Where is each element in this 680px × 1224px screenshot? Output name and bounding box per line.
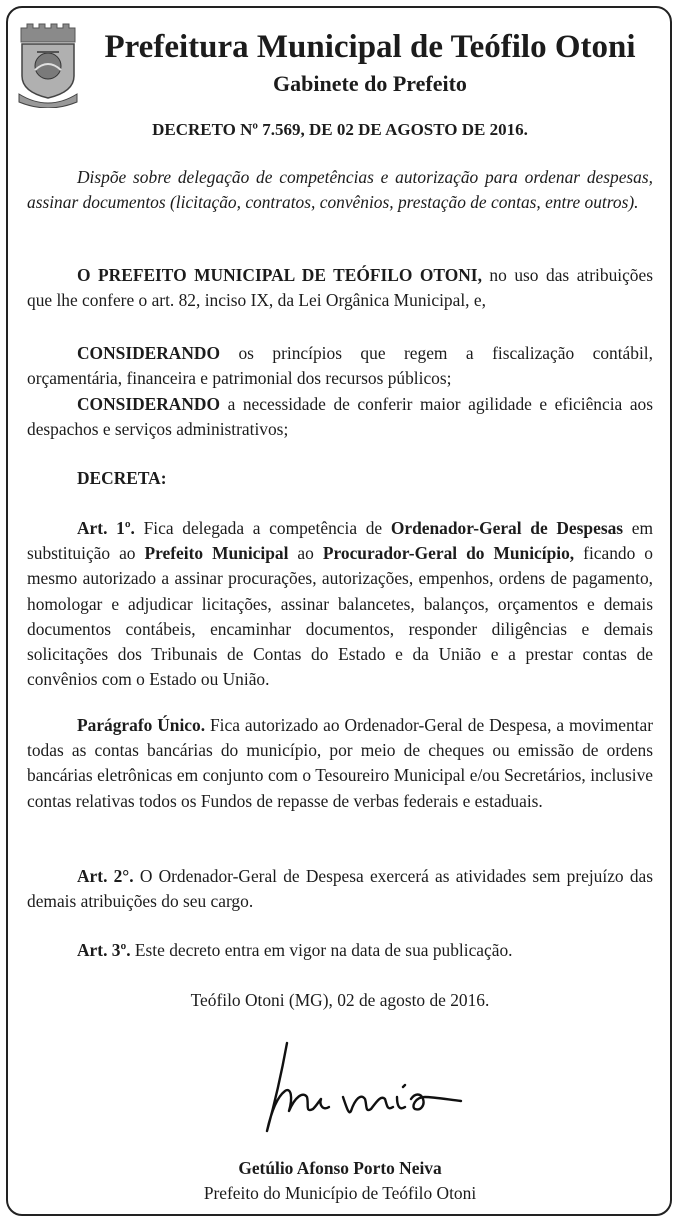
considerando-paragraph	[27, 341, 653, 391]
article-text: Este decreto entra em vigor na data de sua publicação.	[130, 940, 513, 960]
article-3	[27, 938, 653, 963]
preamble-bold: O PREFEITO MUNICIPAL DE TEÓFILO OTONI,	[77, 265, 482, 285]
preamble-paragraph	[27, 263, 653, 313]
article-text: em substituição ao	[27, 518, 653, 564]
decreta-heading	[27, 466, 653, 491]
handwritten-signature	[255, 1035, 470, 1140]
page-title: Prefeitura Municipal de Teófilo Otoni	[104, 29, 636, 65]
article-1	[27, 516, 653, 692]
municipal-coat-of-arms-icon	[17, 22, 79, 108]
paragrafo-unico	[27, 713, 653, 814]
considerando-text: os princípios que regem a fiscalização contábil, orçamentária, financeira e patrimonial dos recursos públicos;	[27, 343, 653, 389]
decreta-label: DECRETA:	[77, 468, 167, 488]
considerando-bold: CONSIDERANDO	[77, 394, 221, 414]
article-bold-term: Procurador-Geral do Município,	[322, 543, 575, 564]
article-2	[27, 864, 653, 914]
article-label: Art. 3º.	[77, 940, 131, 960]
article-bold-term: Prefeito Municipal	[144, 543, 289, 564]
article-text: ao	[288, 543, 323, 564]
article-bold-term: Ordenador-Geral de Despesas	[390, 518, 624, 538]
article-label: Art. 2°.	[77, 866, 134, 886]
considerando-paragraph	[27, 392, 653, 442]
decree-number: DECRETO Nº 7.569, DE 02 DE AGOSTO DE 2016.	[152, 120, 528, 139]
article-text: O Ordenador-Geral de Despesa exercerá as atividades sem prejuízo das demais atribuições do seu cargo.	[27, 866, 654, 912]
article-text: ficando o mesmo autorizado a assinar procurações, autorizações, empenhos, ordens de pagamento, homologar e adjudicar licitações, assinar balancetes, balanços, orçamentos e demais documentos contábeis, encaminhar documentos, responder diligências e demais solicitações dos Tribunais de Contas do Estado e da União e a prestar contas de convênios com o Estado ou União.	[27, 543, 653, 690]
place-date: Teófilo Otoni (MG), 02 de agosto de 2016.	[190, 990, 490, 1010]
considerando-text: a necessidade de conferir maior agilidade e eficiência aos despachos e serviços administrativos;	[27, 394, 653, 440]
preamble-text: no uso das atribuições que lhe confere o art. 82, inciso IX, da Lei Orgânica Municipal, e,	[27, 265, 653, 311]
paragrafo-label: Parágrafo Único.	[77, 715, 206, 735]
paragrafo-text: Fica autorizado ao Ordenador-Geral de Despesa, a movimentar todas as contas bancárias do município, por meio de cheques ou emissão de ordens bancárias eletrônicas em conjunto com o Tesoureiro Municipal e/ou Secretários, inclusive contas relativas todos os Fundos de repasse de verbas federais e estaduais.	[27, 715, 653, 811]
signatory-name: Getúlio Afonso Porto Neiva	[238, 1158, 442, 1178]
signatory-role: Prefeito do Município de Teófilo Otoni	[203, 1183, 477, 1203]
page-subtitle: Gabinete do Prefeito	[273, 71, 467, 96]
article-text: Fica delegada a competência de	[134, 518, 391, 538]
decree-ementa: Dispõe sobre delegação de competências e autorização para ordenar despesas, assinar documentos (licitação, contratos, convênios, prestação de contas, entre outros).	[27, 167, 653, 213]
article-label: Art. 1º.	[77, 518, 135, 538]
considerando-bold: CONSIDERANDO	[77, 343, 221, 363]
